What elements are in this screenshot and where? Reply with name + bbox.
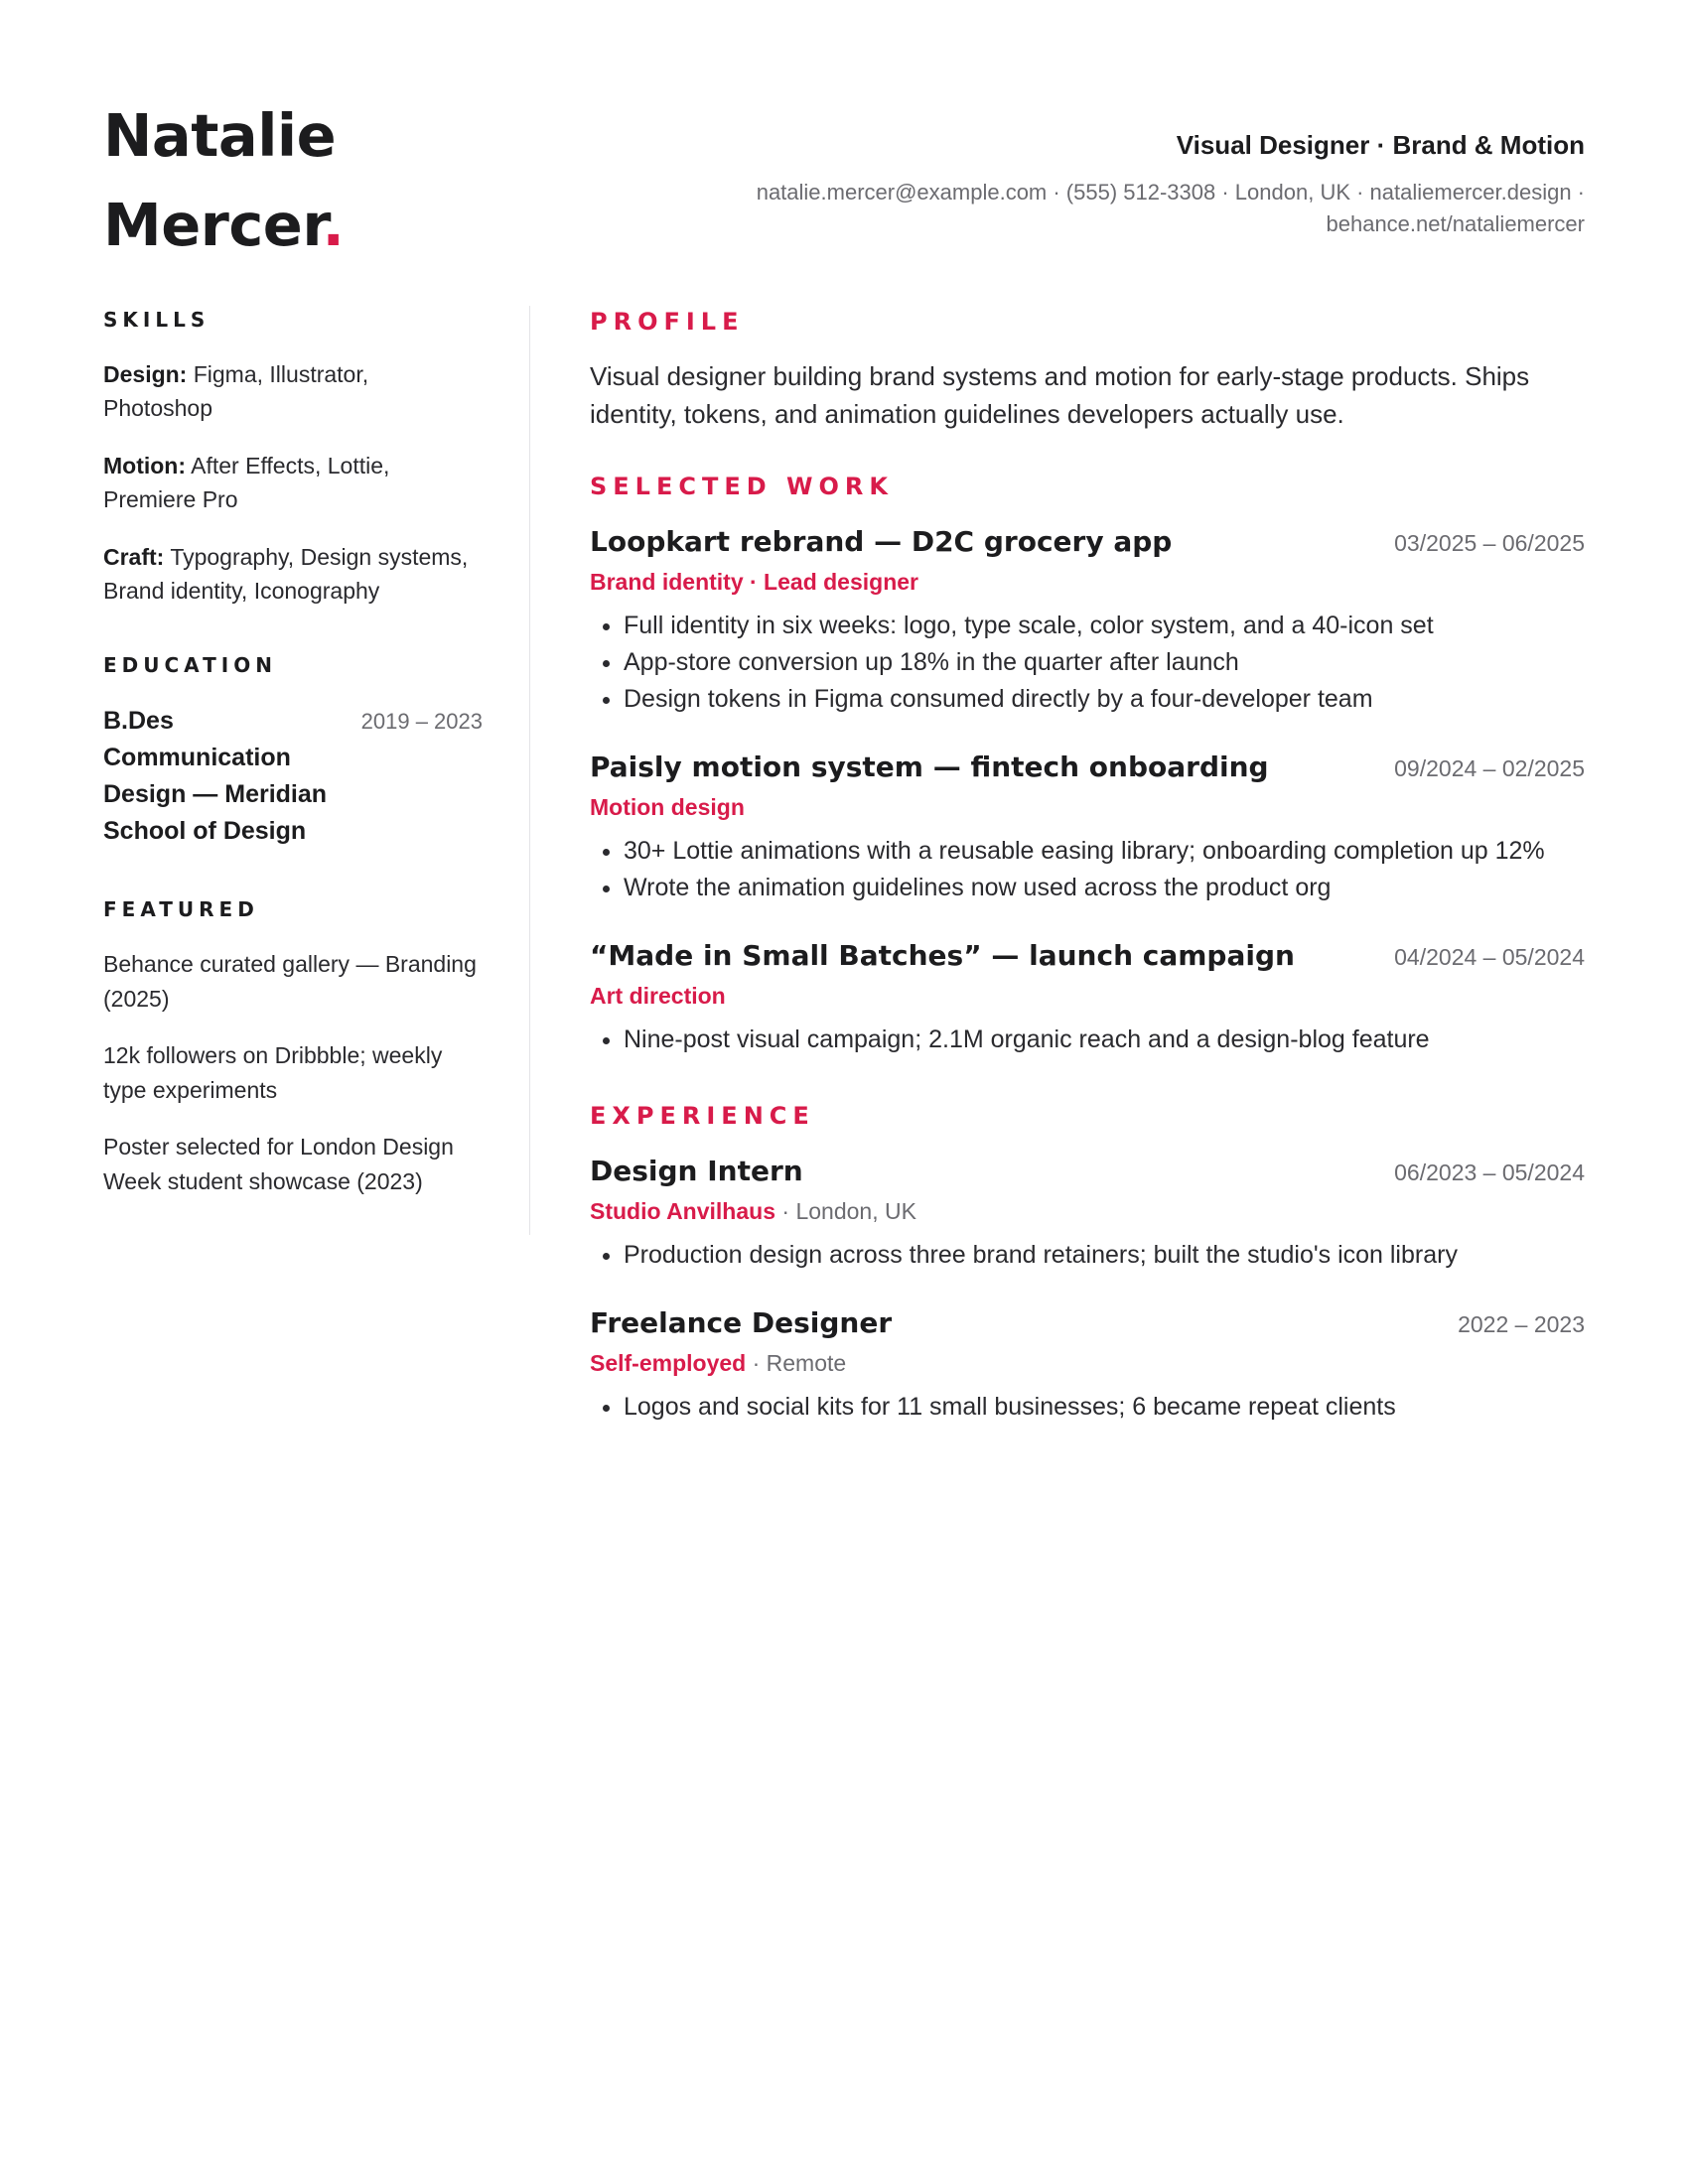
bullet-item: • Production design across three brand retainers; built the studio's icon library (624, 1237, 1585, 1274)
first-name: Natalie (103, 101, 337, 170)
bullet-item: • Logos and social kits for 11 small businesses; 6 became repeat clients (624, 1389, 1585, 1426)
work-role-text: Brand identity · Lead designer (590, 569, 918, 595)
work-dates: 03/2025 – 06/2025 (1394, 530, 1585, 556)
contact-line-2: behance.net/nataliemercer (1326, 211, 1585, 236)
education-dates: 2019 – 2023 (360, 709, 483, 734)
experience-heading: EXPERIENCE (590, 1102, 815, 1130)
experience-bullets (590, 1389, 1585, 1426)
work-bullets (590, 833, 1585, 906)
experience-entry-header (590, 1303, 1585, 1343)
experience-org-line (590, 1193, 1585, 1229)
skills-heading: SKILLS (103, 308, 211, 332)
work-entry-header (590, 522, 1585, 562)
job-tagline: Visual Designer · Brand & Motion (1176, 130, 1585, 160)
candidate-name (103, 91, 560, 270)
bullet-item: • Nine-post visual campaign; 2.1M organic reach and a design-blog feature (624, 1022, 1585, 1058)
work-entry (590, 748, 1585, 906)
skill-text: After Effects, Lottie, Premiere Pro (103, 453, 390, 512)
experience-org: Self-employed (590, 1350, 747, 1376)
selected-work-heading: SELECTED WORK (590, 473, 894, 500)
featured-item: Poster selected for London Design Week student showcase (2023) (103, 1134, 454, 1194)
skill-label: Design: (103, 361, 188, 387)
featured-item: 12k followers on Dribbble; weekly type experiments (103, 1042, 443, 1103)
experience-title: Design Intern (590, 1155, 803, 1187)
work-bullets (590, 608, 1585, 718)
skill-item-craft (103, 540, 483, 608)
name-accent-dot: . (322, 191, 345, 259)
skill-label: Motion: (103, 453, 187, 478)
work-role (590, 978, 1585, 1014)
skill-label: Craft: (103, 544, 165, 570)
work-dates: 04/2024 – 05/2024 (1394, 944, 1585, 970)
education-degree: B.Des Communication Design — Meridian School of Design (103, 707, 328, 845)
skill-text: Figma, Illustrator, Photoshop (103, 361, 369, 421)
bullet-item: • App-store conversion up 18% in the quarter after launch (624, 644, 1585, 681)
experience-entry (590, 1152, 1585, 1274)
column-divider (529, 306, 530, 1235)
sidebar (103, 308, 483, 1221)
work-role (590, 564, 1585, 600)
last-name-line (103, 181, 560, 270)
experience-location: · Remote (746, 1350, 847, 1376)
contact-info (612, 177, 1585, 240)
featured-heading: FEATURED (103, 897, 259, 921)
main-column (590, 308, 1585, 1455)
contact-line-1: natalie.mercer@example.com · (555) 512-3308 · London, UK · nataliemercer.design · (756, 180, 1585, 205)
work-title: “Made in Small Batches” — launch campaign (590, 939, 1295, 972)
bullet-item: • 30+ Lottie animations with a reusable easing library; onboarding completion up 12% (624, 833, 1585, 870)
work-entry-header (590, 936, 1585, 976)
profile-summary: Visual designer building brand systems and motion for early-stage products. Ships identity, tokens, and animation guidelines developers actually use. (590, 361, 1530, 429)
experience-dates: 06/2023 – 05/2024 (1394, 1160, 1585, 1185)
experience-org-line (590, 1345, 1585, 1381)
bullet-item: • Design tokens in Figma consumed directly by a four-developer team (624, 681, 1585, 718)
work-entry-header (590, 748, 1585, 787)
profile-heading: PROFILE (590, 308, 745, 336)
education-heading: EDUCATION (103, 653, 277, 677)
experience-bullets (590, 1237, 1585, 1274)
work-entry (590, 522, 1585, 718)
experience-org: Studio Anvilhaus (590, 1198, 775, 1224)
experience-entry (590, 1303, 1585, 1426)
work-bullets (590, 1022, 1585, 1058)
work-title: Loopkart rebrand — D2C grocery app (590, 525, 1173, 558)
work-role-text: Motion design (590, 794, 745, 820)
featured-item: Behance curated gallery — Branding (2025) (103, 951, 477, 1012)
skill-text: Typography, Design systems, Brand identity, Iconography (103, 544, 469, 604)
skill-item-design (103, 357, 483, 425)
work-entry (590, 936, 1585, 1058)
skill-item-motion (103, 449, 483, 516)
bullet-item: • Full identity in six weeks: logo, type scale, color system, and a 40-icon set (624, 608, 1585, 644)
work-title: Paisly motion system — fintech onboarding (590, 751, 1269, 783)
last-name: Mercer (103, 191, 323, 259)
work-role-text: Art direction (590, 983, 726, 1009)
experience-entry-header (590, 1152, 1585, 1191)
experience-location: · London, UK (775, 1198, 916, 1224)
work-dates: 09/2024 – 02/2025 (1394, 755, 1585, 781)
experience-title: Freelance Designer (590, 1306, 893, 1339)
experience-dates: 2022 – 2023 (1458, 1311, 1585, 1337)
bullet-item: • Wrote the animation guidelines now used across the product org (624, 870, 1585, 906)
education-entry (103, 703, 483, 850)
header-info (612, 127, 1585, 240)
work-role (590, 789, 1585, 825)
